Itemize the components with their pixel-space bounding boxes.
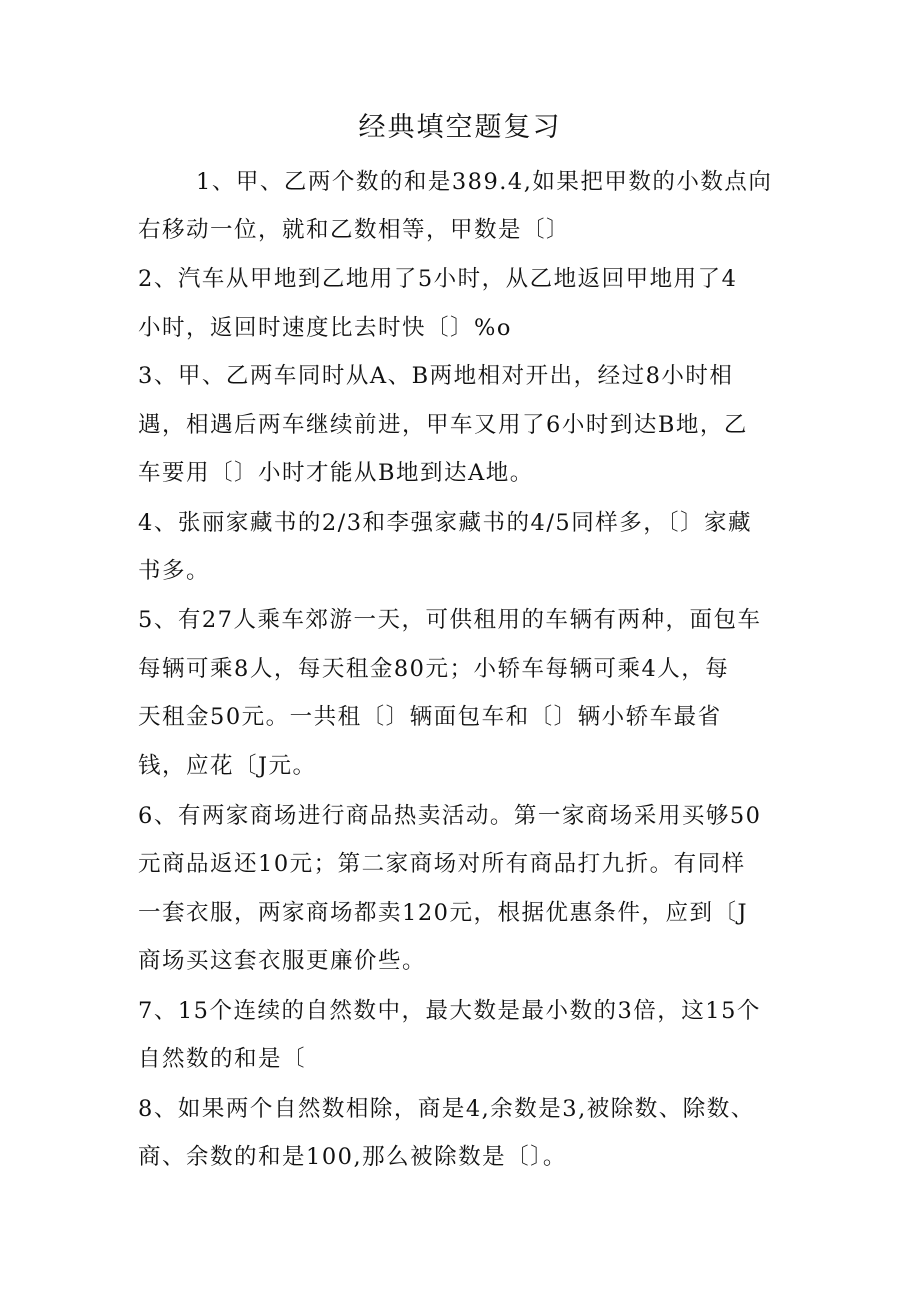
question-7-line-1: 7、15个连续的自然数中，最大数是最小数的3倍，这15个 (138, 998, 761, 1024)
question-6-line-3: 一套衣服，两家商场都卖120元，根据优惠条件，应到〔J (138, 900, 748, 926)
question-6-line-4: 商场买这套衣服更廉价些。 (138, 948, 427, 974)
question-1-line-1: 1、甲、乙两个数的和是389.4,如果把甲数的小数点向 (196, 169, 773, 195)
question-5-line-2: 每辆可乘8人，每天租金80元；小轿车每辆可乘4人，每 (138, 656, 730, 682)
question-5-line-4: 钱，应花〔J元。 (138, 753, 317, 779)
question-8-line-1: 8、如果两个自然数相除，商是4,余数是3,被除数、除数、 (138, 1096, 755, 1122)
question-5-line-1: 5、有27人乘车郊游一天，可供租用的车辆有两种，面包车 (138, 607, 762, 633)
question-5-line-3: 天租金50元。一共租〔〕辆面包车和〔〕辆小轿车最省 (138, 704, 722, 730)
question-6-line-2: 元商品返还10元；第二家商场对所有商品打九折。有同样 (138, 851, 746, 877)
question-2-line-2: 小时，返回时速度比去时快〔〕%o (138, 315, 512, 341)
question-3-line-2: 遇，相遇后两车继续前进，甲车又用了6小时到达B地，乙 (138, 412, 748, 438)
page-title: 经典填空题复习 (358, 112, 562, 143)
question-7-line-2: 自然数的和是〔 (138, 1046, 307, 1072)
question-3-line-1: 3、甲、乙两车同时从A、B两地相对开出，经过8小时相 (138, 363, 734, 389)
question-8-line-2: 商、余数的和是100,那么被除数是〔〕。 (138, 1144, 567, 1170)
question-2-line-1: 2、汽车从甲地到乙地用了5小时，从乙地返回甲地用了4 (138, 266, 738, 292)
question-4-line-2: 书多。 (138, 558, 211, 584)
question-1-line-2: 右移动一位，就和乙数相等，甲数是〔〕 (138, 217, 571, 243)
question-3-line-3: 车要用〔〕小时才能从B地到达A地。 (138, 460, 534, 486)
question-6-line-1: 6、有两家商场进行商品热卖活动。第一家商场采用买够50 (138, 803, 762, 829)
question-4-line-1: 4、张丽家藏书的2/3和李强家藏书的4/5同样多，〔〕家藏 (138, 510, 752, 536)
